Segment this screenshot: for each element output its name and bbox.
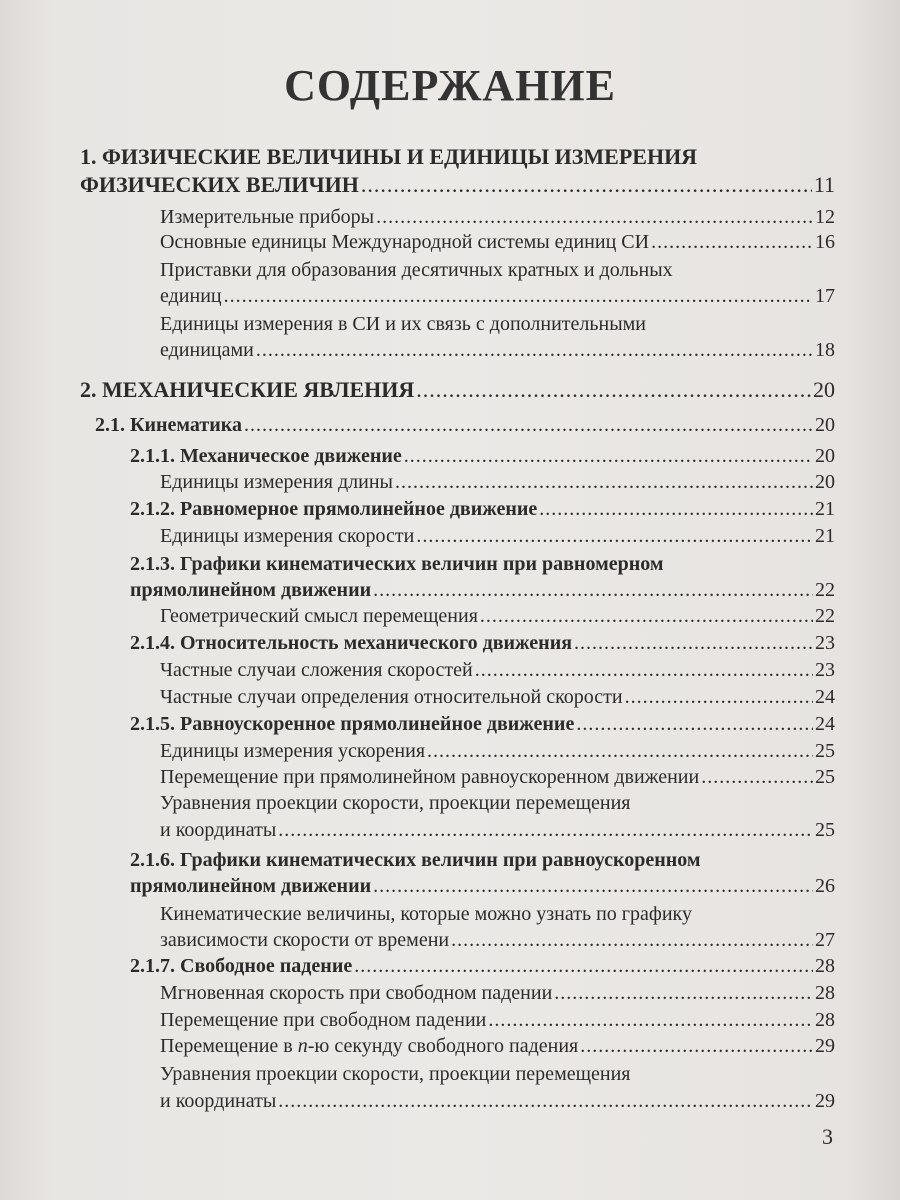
toc-entry bbox=[160, 283, 835, 309]
toc-page-number: 29 bbox=[815, 1090, 835, 1112]
dot-leader bbox=[427, 738, 813, 764]
dot-leader bbox=[580, 1033, 813, 1059]
toc-entry bbox=[130, 577, 835, 603]
toc-entry bbox=[130, 711, 835, 737]
toc-page-number: 28 bbox=[815, 982, 835, 1004]
toc-entry bbox=[160, 204, 835, 230]
dot-leader bbox=[376, 204, 813, 230]
page-number: 3 bbox=[822, 1124, 833, 1149]
toc-page-number: 20 bbox=[815, 471, 835, 493]
toc-entry-title: Единицы измерения скорости bbox=[160, 525, 415, 547]
toc-entry bbox=[160, 603, 835, 629]
toc-entry-title: прямолинейном движении bbox=[130, 875, 372, 897]
toc-page-number: 16 bbox=[815, 231, 835, 253]
dot-leader bbox=[554, 980, 813, 1006]
toc-entry-title: Единицы измерения ускорения bbox=[160, 740, 426, 762]
toc-page-number: 18 bbox=[815, 339, 835, 361]
toc-page-number: 12 bbox=[815, 206, 835, 228]
toc-page-number: 25 bbox=[815, 766, 835, 788]
toc-page-number: 28 bbox=[815, 1009, 835, 1031]
toc-page-number: 28 bbox=[815, 955, 835, 977]
toc-entry-title: Единицы измерения длины bbox=[160, 471, 393, 493]
page-title: СОДЕРЖАНИЕ bbox=[284, 61, 616, 110]
toc-entry-title: 2.1.4. Относительность механического движения bbox=[130, 632, 573, 654]
toc-page-number: 29 bbox=[815, 1035, 835, 1057]
toc-entry bbox=[160, 764, 835, 790]
toc-page-number: 21 bbox=[815, 498, 835, 520]
dot-leader bbox=[416, 377, 811, 403]
toc-entry-line: Единицы измерения в СИ и их связь с дополнительными bbox=[160, 313, 646, 335]
dot-leader bbox=[488, 1007, 813, 1033]
dot-leader bbox=[278, 1088, 813, 1114]
toc-entry-line: 2.1.6. Графики кинематических величин при равноускоренном bbox=[130, 849, 701, 871]
toc-entry-line: 2.1.3. Графики кинематических величин при равномерном bbox=[130, 553, 664, 575]
toc-entry-title: Мгновенная скорость при свободном падении bbox=[160, 982, 553, 1004]
toc-entry-title: Геометрический смысл перемещения bbox=[160, 605, 478, 627]
dot-leader bbox=[480, 603, 813, 629]
toc-entry-title: Перемещение при свободном падении bbox=[160, 1009, 487, 1031]
toc-entry bbox=[160, 337, 835, 363]
toc-page-number: 24 bbox=[815, 713, 835, 735]
dot-leader bbox=[475, 657, 813, 683]
toc-entry bbox=[160, 927, 835, 953]
toc-entry bbox=[160, 684, 835, 710]
toc-page-number: 22 bbox=[815, 579, 835, 601]
toc-entry bbox=[160, 1088, 835, 1114]
toc-page-number: 24 bbox=[815, 686, 835, 708]
dot-leader bbox=[278, 817, 813, 843]
toc-entry bbox=[80, 377, 835, 403]
toc-entry bbox=[130, 630, 835, 656]
toc-entry-line: Кинематические величины, которые можно узнать по графику bbox=[160, 903, 692, 925]
toc-entry-title: 2. МЕХАНИЧЕСКИЕ ЯВЛЕНИЯ bbox=[80, 377, 415, 402]
toc-entry-title: 2.1.2. Равномерное прямолинейное движение bbox=[130, 498, 538, 520]
dot-leader bbox=[576, 711, 813, 737]
dot-leader bbox=[404, 443, 813, 469]
dot-leader bbox=[395, 469, 813, 495]
toc-entry-title: Частные случаи определения относительной скорости bbox=[160, 686, 623, 708]
dot-leader bbox=[373, 873, 813, 899]
toc-entry-title: Измерительные приборы bbox=[160, 206, 375, 228]
dot-leader bbox=[701, 764, 813, 790]
toc-entry bbox=[160, 523, 835, 549]
toc-entry bbox=[160, 817, 835, 843]
toc-entry-title: Перемещение при прямолинейном равноускоренном движении bbox=[160, 766, 700, 788]
toc-entry bbox=[160, 229, 835, 255]
dot-leader bbox=[256, 337, 813, 363]
toc-entry bbox=[160, 1007, 835, 1033]
toc-entry bbox=[160, 657, 835, 683]
toc-page-number: 27 bbox=[815, 929, 835, 951]
toc-page-number: 25 bbox=[815, 740, 835, 762]
toc-entry bbox=[130, 443, 835, 469]
dot-leader bbox=[244, 412, 813, 438]
toc-entry-line: Уравнения проекции скорости, проекции перемещения bbox=[160, 792, 631, 814]
toc-page-number: 22 bbox=[815, 605, 835, 627]
toc-entry-title: прямолинейном движении bbox=[130, 579, 372, 601]
toc-page-number: 17 bbox=[815, 285, 835, 307]
toc-entry bbox=[160, 980, 835, 1006]
dot-leader bbox=[625, 684, 813, 710]
toc-entry-line: Приставки для образования десятичных кратных и дольных bbox=[160, 259, 673, 281]
toc-entry-title: Основные единицы Международной системы единиц СИ bbox=[160, 231, 650, 253]
toc-entry-title: ФИЗИЧЕСКИХ ВЕЛИЧИН bbox=[80, 172, 359, 197]
dot-leader bbox=[373, 577, 813, 603]
dot-leader bbox=[361, 172, 812, 198]
dot-leader bbox=[651, 229, 813, 255]
toc-entry-title: 2.1.5. Равноускоренное прямолинейное движение bbox=[130, 713, 575, 735]
toc-entry-title: 2.1.1. Механическое движение bbox=[130, 445, 402, 467]
toc-entry-title: единиц bbox=[160, 285, 222, 307]
dot-leader bbox=[416, 523, 813, 549]
toc-entry bbox=[95, 412, 835, 438]
toc-entry-title: 2.1. Кинематика bbox=[95, 414, 242, 436]
dot-leader bbox=[354, 953, 813, 979]
toc-entry bbox=[160, 469, 835, 495]
toc-page-number: 20 bbox=[815, 414, 835, 436]
toc-page-number: 23 bbox=[815, 659, 835, 681]
dot-leader bbox=[574, 630, 813, 656]
toc-page-number: 11 bbox=[813, 172, 835, 197]
toc-entry-title: 2.1.7. Свободное падение bbox=[130, 955, 353, 977]
toc-entry bbox=[130, 496, 835, 522]
toc-entry bbox=[130, 953, 835, 979]
dot-leader bbox=[539, 496, 813, 522]
toc-entry-line: 1. ФИЗИЧЕСКИЕ ВЕЛИЧИНЫ И ЕДИНИЦЫ ИЗМЕРЕНИЯ bbox=[80, 144, 698, 169]
toc-entry-title: и координаты bbox=[160, 1090, 277, 1112]
toc-entry bbox=[80, 172, 835, 198]
toc-entry bbox=[130, 873, 835, 899]
dot-leader bbox=[451, 927, 813, 953]
toc-page-number: 20 bbox=[813, 377, 835, 402]
toc-entry-title: Перемещение в n-ю секунду свободного падения bbox=[160, 1035, 579, 1057]
toc-entry bbox=[160, 1033, 835, 1059]
toc-page-number: 20 bbox=[815, 445, 835, 467]
toc-page-number: 21 bbox=[815, 525, 835, 547]
toc-entry-title: Частные случаи сложения скоростей bbox=[160, 659, 473, 681]
toc-entry-line: Уравнения проекции скорости, проекции перемещения bbox=[160, 1063, 631, 1085]
toc-page-number: 25 bbox=[815, 819, 835, 841]
toc-entry-title: единицами bbox=[160, 339, 254, 361]
toc-page-number: 26 bbox=[815, 875, 835, 897]
toc-page-number: 23 bbox=[815, 632, 835, 654]
toc-entry-title: зависимости скорости от времени bbox=[160, 929, 450, 951]
toc-entry bbox=[160, 738, 835, 764]
dot-leader bbox=[224, 283, 813, 309]
toc-entry-title: и координаты bbox=[160, 819, 277, 841]
